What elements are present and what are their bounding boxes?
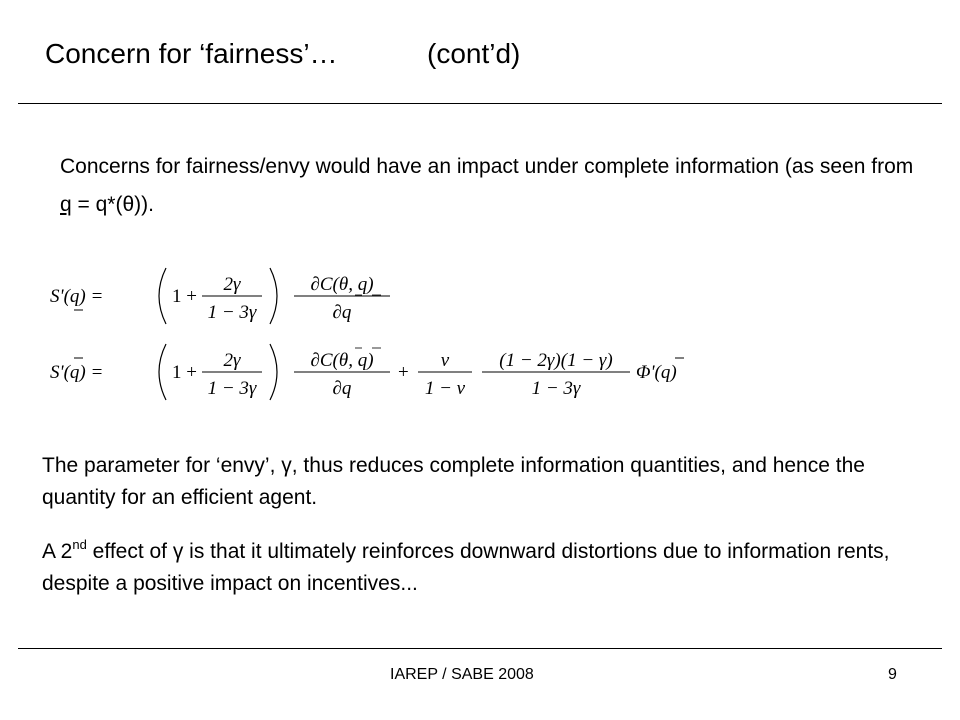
eq2-paren-left xyxy=(159,344,166,400)
paragraph-second-effect: A 2nd effect of γ is that it ultimately reinforces downward distortions due to information rents, despite a positive impact on incentives... xyxy=(42,537,890,595)
eq2-one-plus: 1 + xyxy=(172,362,197,383)
eq2-frac-num: 2γ xyxy=(223,350,241,371)
paragraph-envy-parameter: The parameter for ‘envy’, γ, thus reduces complete information quantities, and hence the quantity for an efficient agent. xyxy=(42,454,865,509)
eq1-paren-left xyxy=(159,268,166,324)
eq2-paren-right xyxy=(270,344,277,400)
equation-2 xyxy=(50,344,684,400)
top-divider xyxy=(18,103,942,104)
eq2-lhs: S'(q) = xyxy=(50,362,104,383)
equations-svg xyxy=(50,254,730,414)
page-number: 9 xyxy=(888,666,897,683)
eq1-frac-num: 2γ xyxy=(223,274,241,295)
eq1-lhs: S'(q) = xyxy=(50,286,104,307)
eq2-frac-den: 1 − 3γ xyxy=(207,378,257,399)
slide-title: Concern for ‘fairness’… (cont’d) xyxy=(45,38,521,69)
eq2-deriv-den: ∂q xyxy=(332,378,352,399)
equations-block xyxy=(50,254,730,414)
eq2-phi: Φ'(q) xyxy=(636,362,677,383)
bottom-divider xyxy=(18,648,942,649)
eq2-plus: + xyxy=(398,362,409,383)
eq1-deriv-num: ∂C(θ, q) xyxy=(310,274,374,295)
eq1-frac-den: 1 − 3γ xyxy=(207,302,257,323)
eq2-nu-num: ν xyxy=(440,350,450,371)
eq2-gamma-den: 1 − 3γ xyxy=(531,378,581,399)
eq2-gamma-num: (1 − 2γ)(1 − γ) xyxy=(499,350,613,371)
ordinal-superscript: nd xyxy=(72,537,87,552)
underlined-q: q xyxy=(60,193,72,216)
footer-source: IAREP / SABE 2008 xyxy=(390,666,534,683)
eq1-one-plus: 1 + xyxy=(172,286,197,307)
eq2-deriv-num: ∂C(θ, q) xyxy=(310,350,374,371)
equation-1 xyxy=(50,268,390,324)
intro-text: Concerns for fairness/envy would have an impact under complete information (as seen from q = q*(θ)). xyxy=(60,155,914,216)
eq1-deriv-den: ∂q xyxy=(332,302,352,323)
eq2-nu-den: 1 − ν xyxy=(424,378,466,399)
eq1-paren-right xyxy=(270,268,277,324)
title-suffix: (cont’d) xyxy=(427,38,521,69)
